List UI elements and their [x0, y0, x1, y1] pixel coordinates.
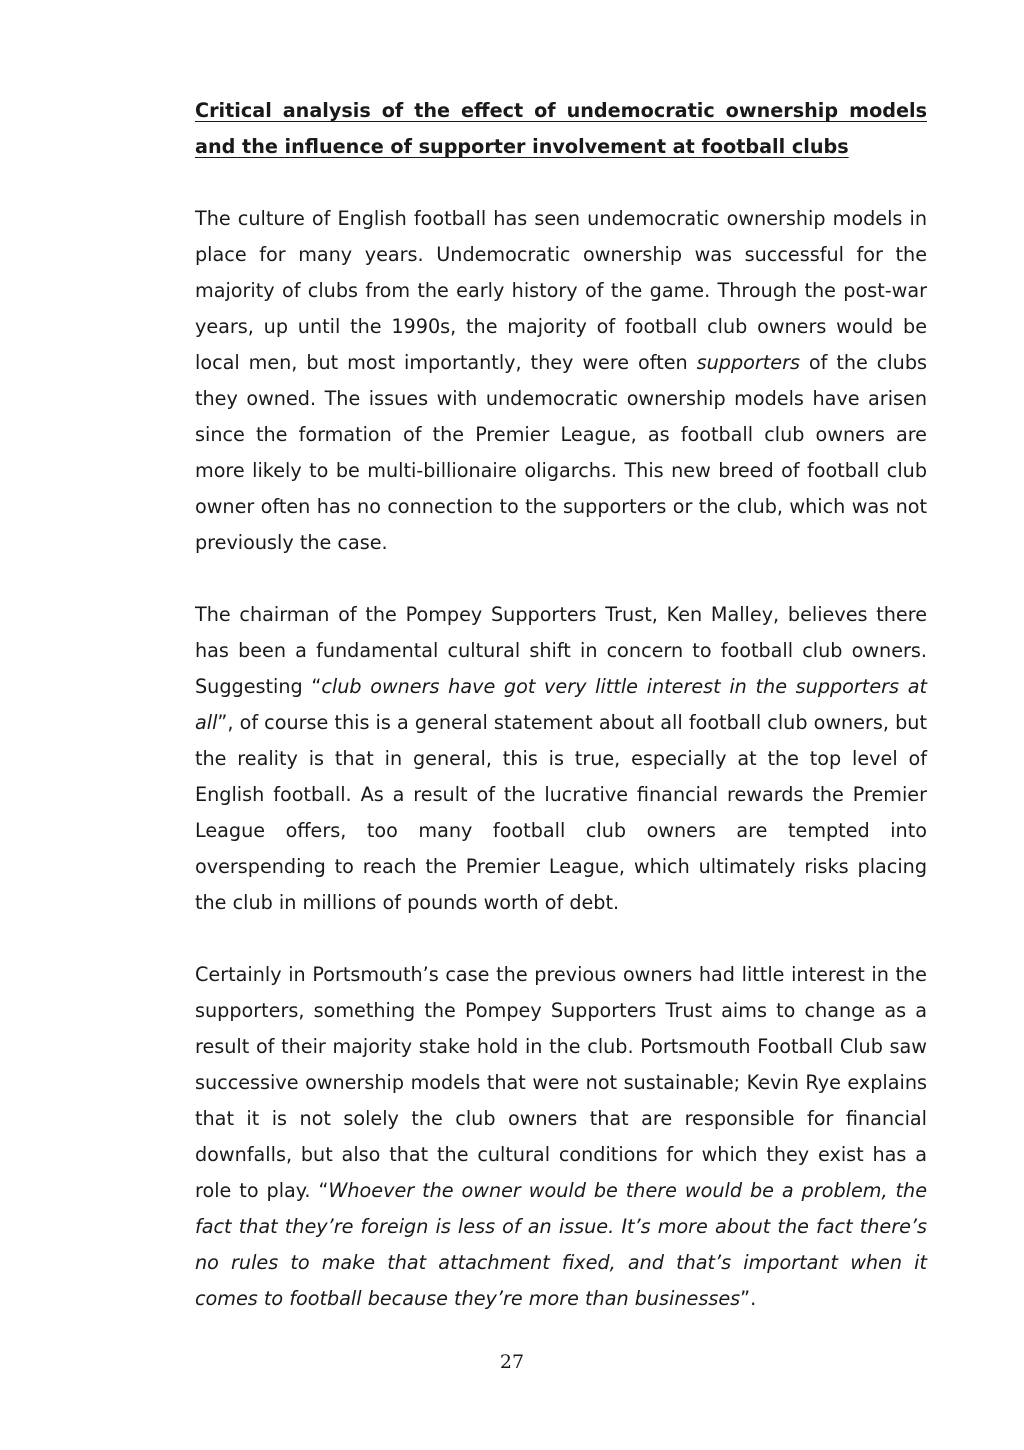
paragraph-2-text-a: The chairman of the Pompey Supporters Trust, Ken Malley, believes there has been a fundamental cultural shift in concern to football club owners. Suggesting “ [195, 603, 927, 698]
page-number: 27 [499, 1351, 525, 1373]
paragraph-2-text-b: ”, of course this is a general statement about all football club owners, but the reality is that in general, this is true, especially at the top level of English football. As a result of the lucrative financial rewards the Premier League offers, too many football club owners are tempted into overspending to reach the Premier League, which ultimately risks placing the club in millions of pounds worth of debt. [195, 711, 927, 914]
paragraph-1-text-a: The culture of English football has seen undemocratic ownership models in place for many years. Undemocratic ownership was successful for the majority of clubs from the early history of the game. Through the post-war years, up until the 1990s, the majority of football club owners would be local men, but most importantly, they were often [195, 207, 927, 374]
document-body [195, 93, 927, 1317]
paragraph-2 [195, 597, 927, 921]
document-title: Critical analysis of the effect of undemocratic ownership models and the influence of supporter involvement at football clubs [195, 99, 927, 158]
paragraph-2-quote: club owners have got very little interest in the supporters at all [195, 675, 927, 734]
paragraph-3-text-a: Certainly in Portsmouth’s case the previous owners had little interest in the supporters, something the Pompey Supporters Trust aims to change as a result of their majority stake hold in the club. Portsmouth Football Club saw successive ownership models that were not sustainable; Kevin Rye explains that it is not solely the club owners that are responsible for financial downfalls, but also that the cultural conditions for which they exist has a role to play. “ [195, 963, 927, 1202]
paragraph-3 [195, 957, 927, 1317]
paragraph-1 [195, 201, 927, 561]
paragraph-1-text-b: of the clubs they owned. The issues with undemocratic ownership models have arisen since the formation of the Premier League, as football club owners are more likely to be multi-billionaire oligarchs. This new breed of football club owner often has no connection to the supporters or the club, which was not previously the case. [195, 351, 927, 554]
paragraph-3-quote: Whoever the owner would be there would be a problem, the fact that they’re foreign is less of an issue. It’s more about the fact there’s no rules to make that attachment fixed, and that’s important when it comes to football because they’re more than businesses [195, 1179, 927, 1310]
paragraph-3-text-b: ”. [740, 1287, 757, 1310]
paragraph-1-emphasis: supporters [696, 351, 800, 374]
